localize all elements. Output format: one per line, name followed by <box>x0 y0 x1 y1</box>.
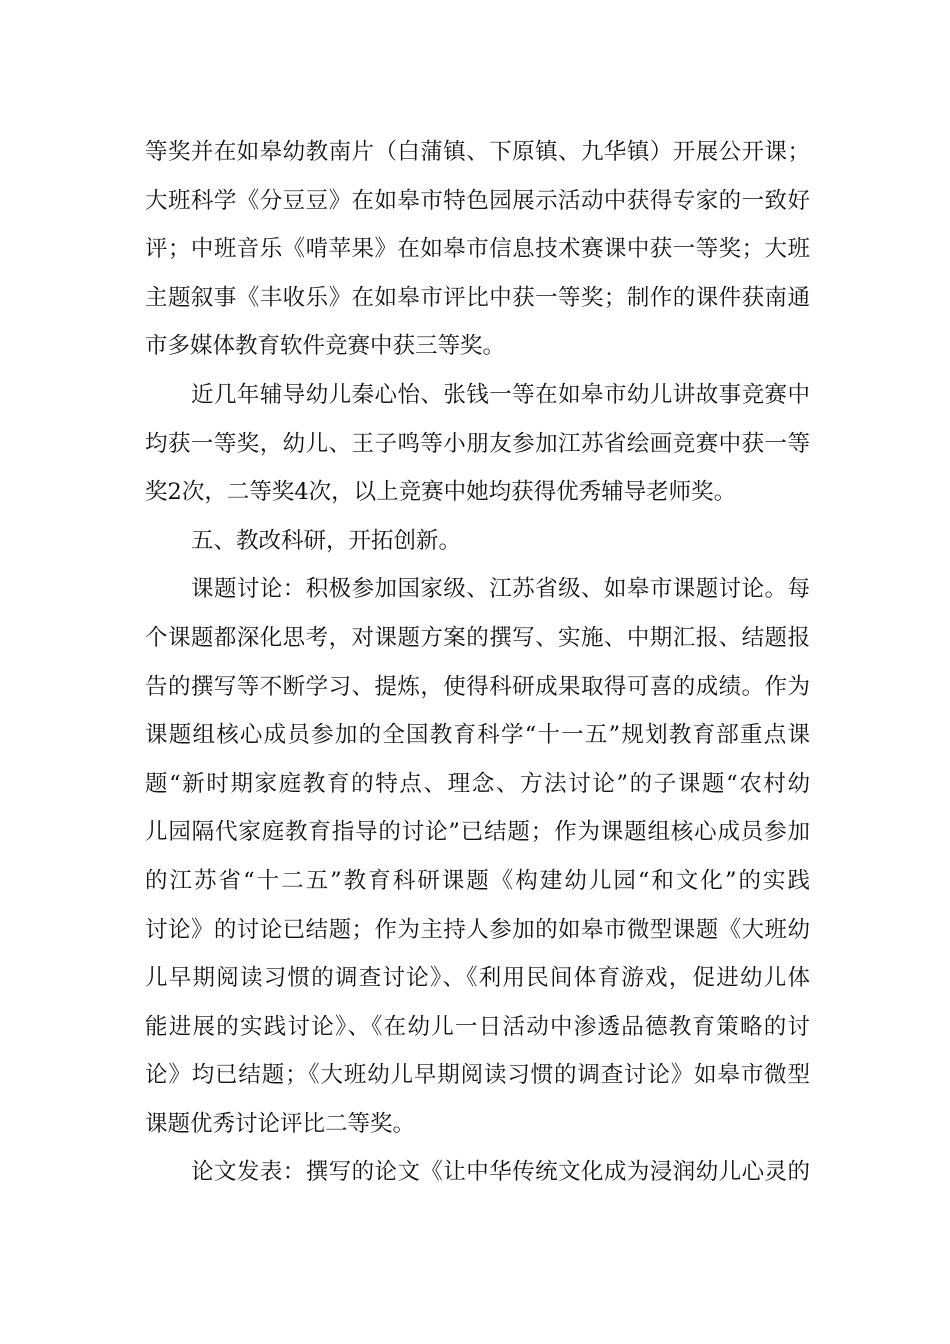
paragraph-coaching <box>145 371 810 517</box>
text-line: 课题组核心成员参加的全国教育科学“十一五”规划教育部重点课 <box>145 722 810 749</box>
text-line: 能进展的实践讨论》、《在幼儿一日活动中渗透品德教育策略的讨 <box>145 1013 810 1040</box>
text-line: 评；中班音乐《啃苹果》在如皋市信息技术赛课中获一等奖；大班 <box>145 236 810 263</box>
text-line: 课题优秀讨论评比二等奖。 <box>145 1110 416 1137</box>
text-line: 论》均已结题；《大班幼儿早期阅读习惯的调查讨论》如皋市微型 <box>145 1062 810 1089</box>
body-text <box>145 128 810 1197</box>
section-heading <box>145 517 810 566</box>
paragraph-awards-continued <box>145 128 810 371</box>
text-line: 告的撰写等不断学习、提炼，使得科研成果取得可喜的成绩。作为 <box>145 673 810 700</box>
text-line: 大班科学《分豆豆》在如皋市特色园展示活动中获得专家的一致好 <box>145 187 810 214</box>
text-line: 论文发表：撰写的论文《让中华传统文化成为浸润幼儿心灵的 <box>191 1159 810 1186</box>
text-line: 市多媒体教育软件竞赛中获三等奖。 <box>145 333 506 360</box>
text-line: 奖2次，二等奖4次，以上竞赛中她均获得优秀辅导老师奖。 <box>145 479 737 506</box>
text-line: 均获一等奖，幼儿、王子鸣等小朋友参加江苏省绘画竞赛中获一等 <box>145 430 810 457</box>
text-line: 个课题都深化思考，对课题方案的撰写、实施、中期汇报、结题报 <box>145 624 810 651</box>
text-line: 课题讨论：积极参加国家级、江苏省级、如皋市课题讨论。每 <box>191 576 810 603</box>
text-line: 讨论》的讨论已结题；作为主持人参加的如皋市微型课题《大班幼 <box>145 916 810 943</box>
text-line: 儿早期阅读习惯的调查讨论》、《利用民间体育游戏，促进幼儿体 <box>145 965 810 992</box>
text-line: 主题叙事《丰收乐》在如皋市评比中获一等奖；制作的课件获南通 <box>145 284 810 311</box>
text-line: 等奖并在如皋幼教南片（白蒲镇、下原镇、九华镇）开展公开课； <box>145 139 810 165</box>
text-line: 题“新时期家庭教育的特点、理念、方法讨论”的子课题“农村幼 <box>145 770 810 797</box>
paragraph-research <box>145 565 810 1148</box>
paragraph-papers <box>145 1148 810 1197</box>
heading-line: 五、教改科研，开拓创新。 <box>191 527 462 554</box>
text-line: 的江苏省“十二五”教育科研课题《构建幼儿园“和文化”的实践 <box>145 867 810 894</box>
text-line: 近几年辅导幼儿秦心怡、张钱一等在如皋市幼儿讲故事竞赛中 <box>191 381 810 408</box>
text-line: 儿园隔代家庭教育指导的讨论”已结题；作为课题组核心成员参加 <box>145 819 810 846</box>
